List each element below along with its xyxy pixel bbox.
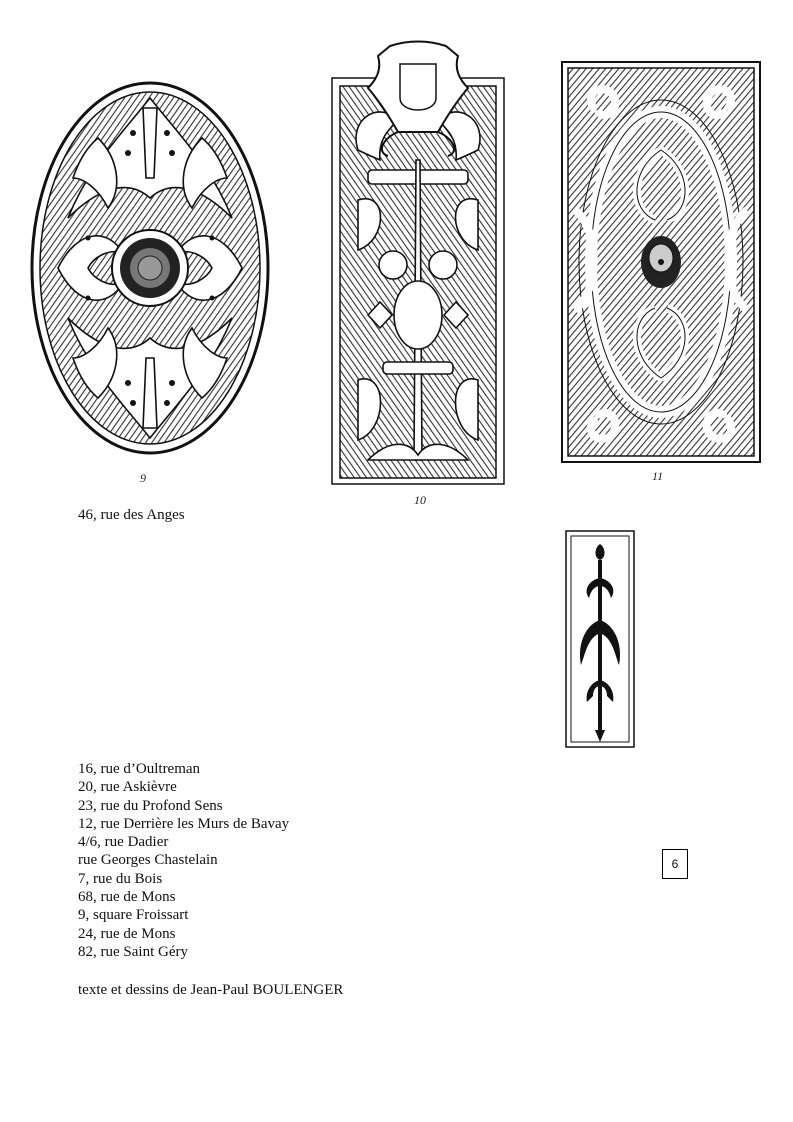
address-line: 24, rue de Mons [78,925,176,942]
tall-panel-shield-drawing [328,40,508,490]
address-list [78,760,289,961]
address-line: 4/6, rue Dadier [78,834,169,851]
address-line: 23, rue du Profond Sens [78,797,223,814]
figure-number-11: 11 [652,469,664,483]
address-line: 7, rue du Bois [78,870,163,887]
address-line: rue Georges Chastelain [78,852,218,869]
address-line: 20, rue Askièvre [78,779,177,796]
address-line: 16, rue d’Oultreman [78,761,201,777]
small-ornament-panel-drawing [565,530,635,748]
address-line: 68, rue de Mons [78,889,176,906]
oval-grille-drawing [28,78,273,470]
figure-number-10: 10 [414,493,426,507]
figure-number-9: 9 [140,471,146,485]
address-line: 9, square Froissart [78,907,189,924]
address-line: 12, rue Derrière les Murs de Bavay [78,815,290,832]
credit-line: texte et dessins de Jean-Paul BOULENGER [78,982,344,998]
rect-grille-drawing [560,60,762,468]
caption-top-address: 46, rue des Anges [78,507,185,523]
address-line: 82, rue Saint Géry [78,943,188,960]
page-number: 6 [662,849,688,879]
